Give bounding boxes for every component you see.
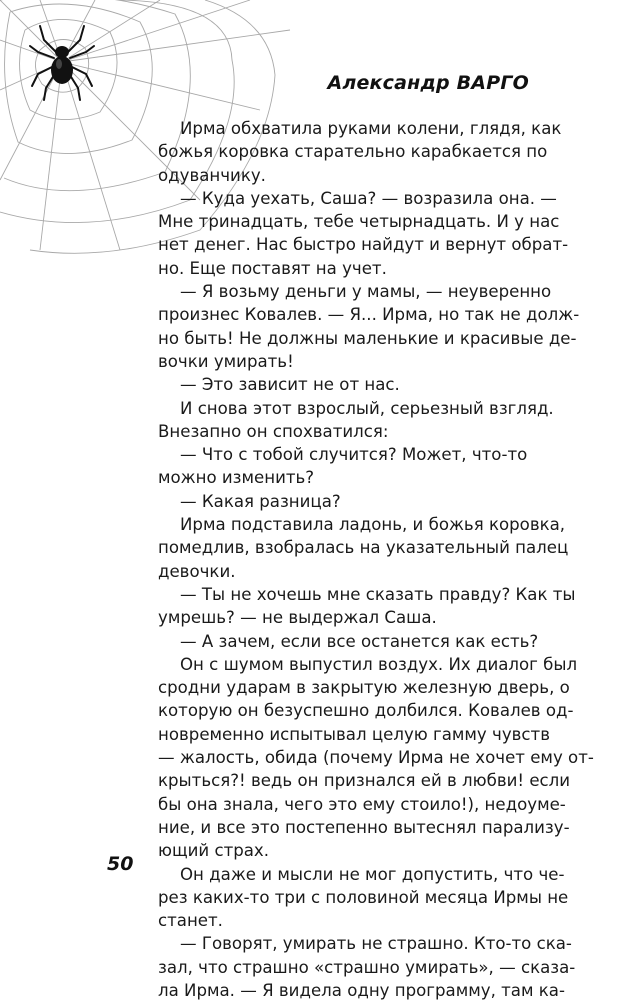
text-line: нет денег. Нас быстро найдут и вернут обрат- — [158, 235, 569, 255]
text-line: — жалость, обида (почему Ирма не хочет ему от- — [158, 748, 594, 768]
text-line: Он даже и мысли не мог допустить, что че- — [180, 864, 565, 884]
text-line: ющий страх. — [158, 841, 270, 861]
text-line: бы она знала, чего это ему стоило!), недоуме- — [158, 794, 566, 814]
text-line: божья коровка старательно карабкается по — [158, 142, 548, 162]
text-line: Внезапно он спохватился: — [158, 421, 389, 441]
text-line: станет. — [158, 911, 223, 931]
text-line: произнес Ковалев. — Я... Ирма, но так не долж- — [158, 305, 580, 325]
text-line: девочки. — [158, 561, 236, 581]
text-line: можно изменить? — [158, 468, 315, 488]
text-line: — Какая разница? — [180, 491, 341, 511]
text-line: И снова этот взрослый, серьезный взгляд. — [180, 398, 554, 418]
body-text — [158, 117, 594, 1002]
text-line: сродни ударам в закрытую железную дверь, о — [158, 678, 570, 698]
text-line: одуванчику. — [158, 165, 266, 185]
text-line: — А зачем, если все останется как есть? — [180, 631, 539, 651]
text-line: — Куда уехать, Саша? — возразила она. — — [180, 188, 557, 208]
text-line: Ирма обхватила руками колени, глядя, как — [180, 119, 562, 138]
text-line: рез каких-то три с половиной месяца Ирмы не — [158, 887, 569, 907]
text-line: — Говорят, умирать не страшно. Кто-то ска- — [180, 934, 572, 954]
page-number: 50 — [107, 853, 134, 875]
text-line: новременно испытывал целую гамму чувств — [158, 724, 550, 744]
text-line: но. Еще поставят на учет. — [158, 258, 387, 278]
text-line: крыться?! ведь он признался ей в любви! если — [158, 771, 571, 791]
text-line: Ирма подставила ладонь, и божья коровка, — [180, 515, 566, 535]
text-line: Мне тринадцать, тебе четырнадцать. И у нас — [158, 212, 560, 232]
text-line: Он с шумом выпустил воздух. Их диалог был — [180, 654, 578, 674]
running-header-author: Александр ВАРГО — [327, 72, 529, 94]
text-line: которую он безуспешно долбился. Ковалев од- — [158, 701, 574, 721]
text-line: — Ты не хочешь мне сказать правду? Как ты — [180, 584, 576, 604]
text-line: зал, что страшно «страшно умирать», — сказа- — [158, 957, 576, 977]
text-line: — Что с тобой случится? Может, что-то — [180, 445, 528, 465]
text-line: ла Ирма. — Я видела одну программу, там ка- — [158, 980, 565, 1000]
text-line: умрешь? — не выдержал Саша. — [158, 608, 437, 628]
text-line: помедлив, взобралась на указательный палец — [158, 538, 569, 558]
text-line: но быть! Не должны маленькие и красивые де- — [158, 328, 577, 348]
text-line: ние, и все это постепенно вытеснял парализу- — [158, 817, 570, 837]
text-line: вочки умирать! — [158, 351, 294, 371]
text-line: — Я возьму деньги у мамы, — неуверенно — [180, 282, 552, 302]
text-line: — Это зависит не от нас. — [180, 375, 400, 395]
